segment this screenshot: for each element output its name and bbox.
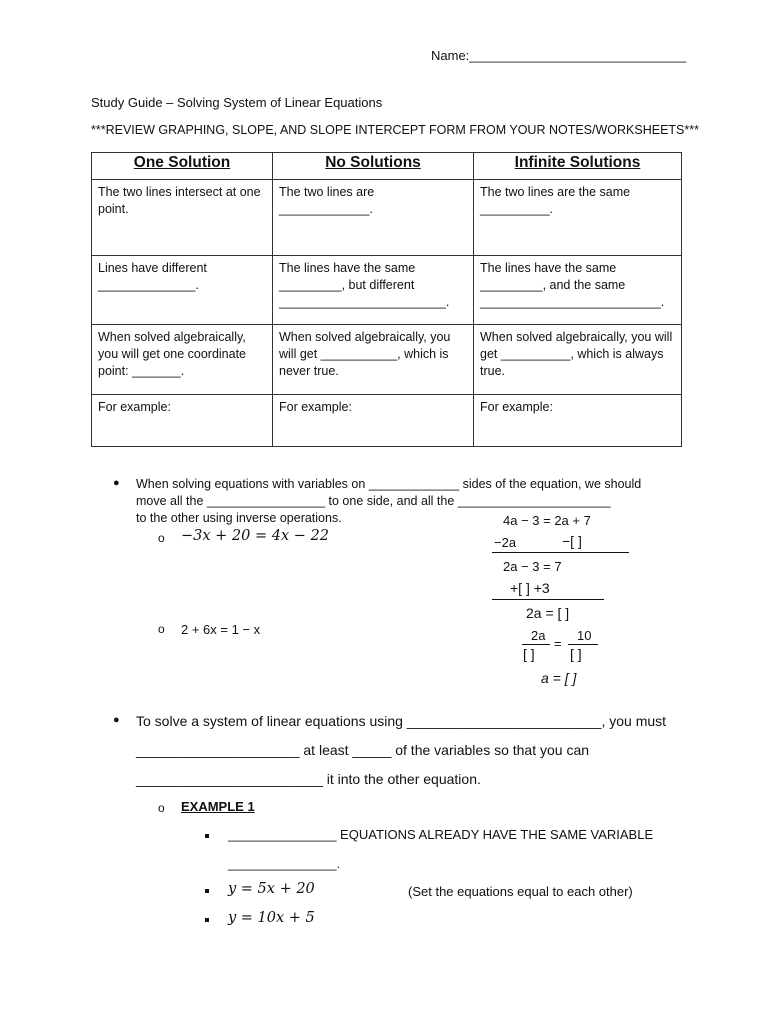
bullet-icon: ● <box>113 714 120 726</box>
divider-line <box>492 599 604 600</box>
section2-line1: To solve a system of linear equations using _________________________, you must <box>136 713 667 729</box>
fraction-bar <box>568 644 598 645</box>
square-bullet-icon <box>205 889 209 893</box>
section1-line1: When solving equations with variables on _____________ sides of the equation, we should <box>136 477 642 491</box>
header-no-solutions: No Solutions <box>273 153 474 180</box>
table-row <box>92 256 682 325</box>
table-cell[interactable]: When solved algebraically, you will get ___________, which is never true. <box>273 325 474 395</box>
circle-bullet-icon: o <box>158 801 165 815</box>
review-note: ***REVIEW GRAPHING, SLOPE, AND SLOPE INTERCEPT FORM FROM YOUR NOTES/WORKSHEETS*** <box>91 123 699 137</box>
example-item-1-cont: _______________. <box>228 856 341 871</box>
example-item-1: _______________ EQUATIONS ALREADY HAVE THE SAME VARIABLE <box>228 827 654 842</box>
fraction-left-numerator: 2a <box>531 628 546 643</box>
equation-2: 2 + 6x = 1 − x <box>181 622 261 637</box>
section1-line3: to the other using inverse operations. <box>136 511 342 525</box>
example-label: EXAMPLE 1 <box>181 799 255 814</box>
name-field[interactable]: Name:______________________________ <box>431 48 687 63</box>
bullet-icon: ● <box>113 477 120 489</box>
fraction-bar <box>522 644 550 645</box>
worked-line-3: 2a − 3 = 7 <box>503 559 562 574</box>
header-infinite-solutions: Infinite Solutions <box>474 153 682 180</box>
table-cell[interactable]: For example: <box>273 395 474 447</box>
section1-line2: move all the _________________ to one side, and all the ______________________ <box>136 494 611 508</box>
square-bullet-icon <box>205 834 209 838</box>
table-cell[interactable]: The lines have the same _________, but different ________________________. <box>273 256 474 325</box>
section2-line2: _____________________ at least _____ of the variables so that you can <box>136 742 590 758</box>
section2-line3: ________________________ it into the other equation. <box>136 771 481 787</box>
worked-line-4: +[ ] +3 <box>510 580 550 596</box>
table-cell[interactable]: For example: <box>92 395 273 447</box>
worked-line-5: 2a = [ ] <box>526 605 570 621</box>
table-cell[interactable]: The two lines are _____________. <box>273 180 474 256</box>
worked-line-2-right: −[ ] <box>562 533 582 549</box>
worked-line-2-left: −2a <box>494 535 517 550</box>
table-cell[interactable]: The two lines are the same __________. <box>474 180 682 256</box>
fraction-right-numerator: 10 <box>577 628 592 643</box>
divider-line <box>492 552 629 553</box>
equation-y-5x-20: y = 5x + 20 <box>228 881 315 897</box>
table-cell[interactable]: When solved algebraically, you will get one coordinate point: _______. <box>92 325 273 395</box>
table-cell[interactable]: Lines have different ______________. <box>92 256 273 325</box>
fraction-left-denominator: [ ] <box>523 646 535 662</box>
equation-1: −3x + 20 = 4x − 22 <box>181 528 329 544</box>
square-bullet-icon <box>205 918 209 922</box>
table-row <box>92 325 682 395</box>
table-cell[interactable]: For example: <box>474 395 682 447</box>
table-row <box>92 180 682 256</box>
equation-y-10x-5: y = 10x + 5 <box>228 910 315 926</box>
equation-note: (Set the equations equal to each other) <box>408 884 633 899</box>
fraction-equals: = <box>554 636 562 651</box>
table-row <box>92 395 682 447</box>
worked-line-7: a = [ ] <box>541 670 577 686</box>
circle-bullet-icon: o <box>158 531 165 545</box>
table-cell[interactable]: When solved algebraically, you will get __________, which is always true. <box>474 325 682 395</box>
circle-bullet-icon: o <box>158 622 165 636</box>
fraction-right-denominator: [ ] <box>570 646 582 662</box>
page-title: Study Guide – Solving System of Linear Equations <box>91 95 383 110</box>
table-cell[interactable]: The lines have the same _________, and the same __________________________. <box>474 256 682 325</box>
table-header-row <box>92 153 682 180</box>
header-one-solution: One Solution <box>92 153 273 180</box>
worked-line-1: 4a − 3 = 2a + 7 <box>503 513 591 528</box>
table-cell[interactable]: The two lines intersect at one point. <box>92 180 273 256</box>
solutions-table <box>91 152 682 447</box>
